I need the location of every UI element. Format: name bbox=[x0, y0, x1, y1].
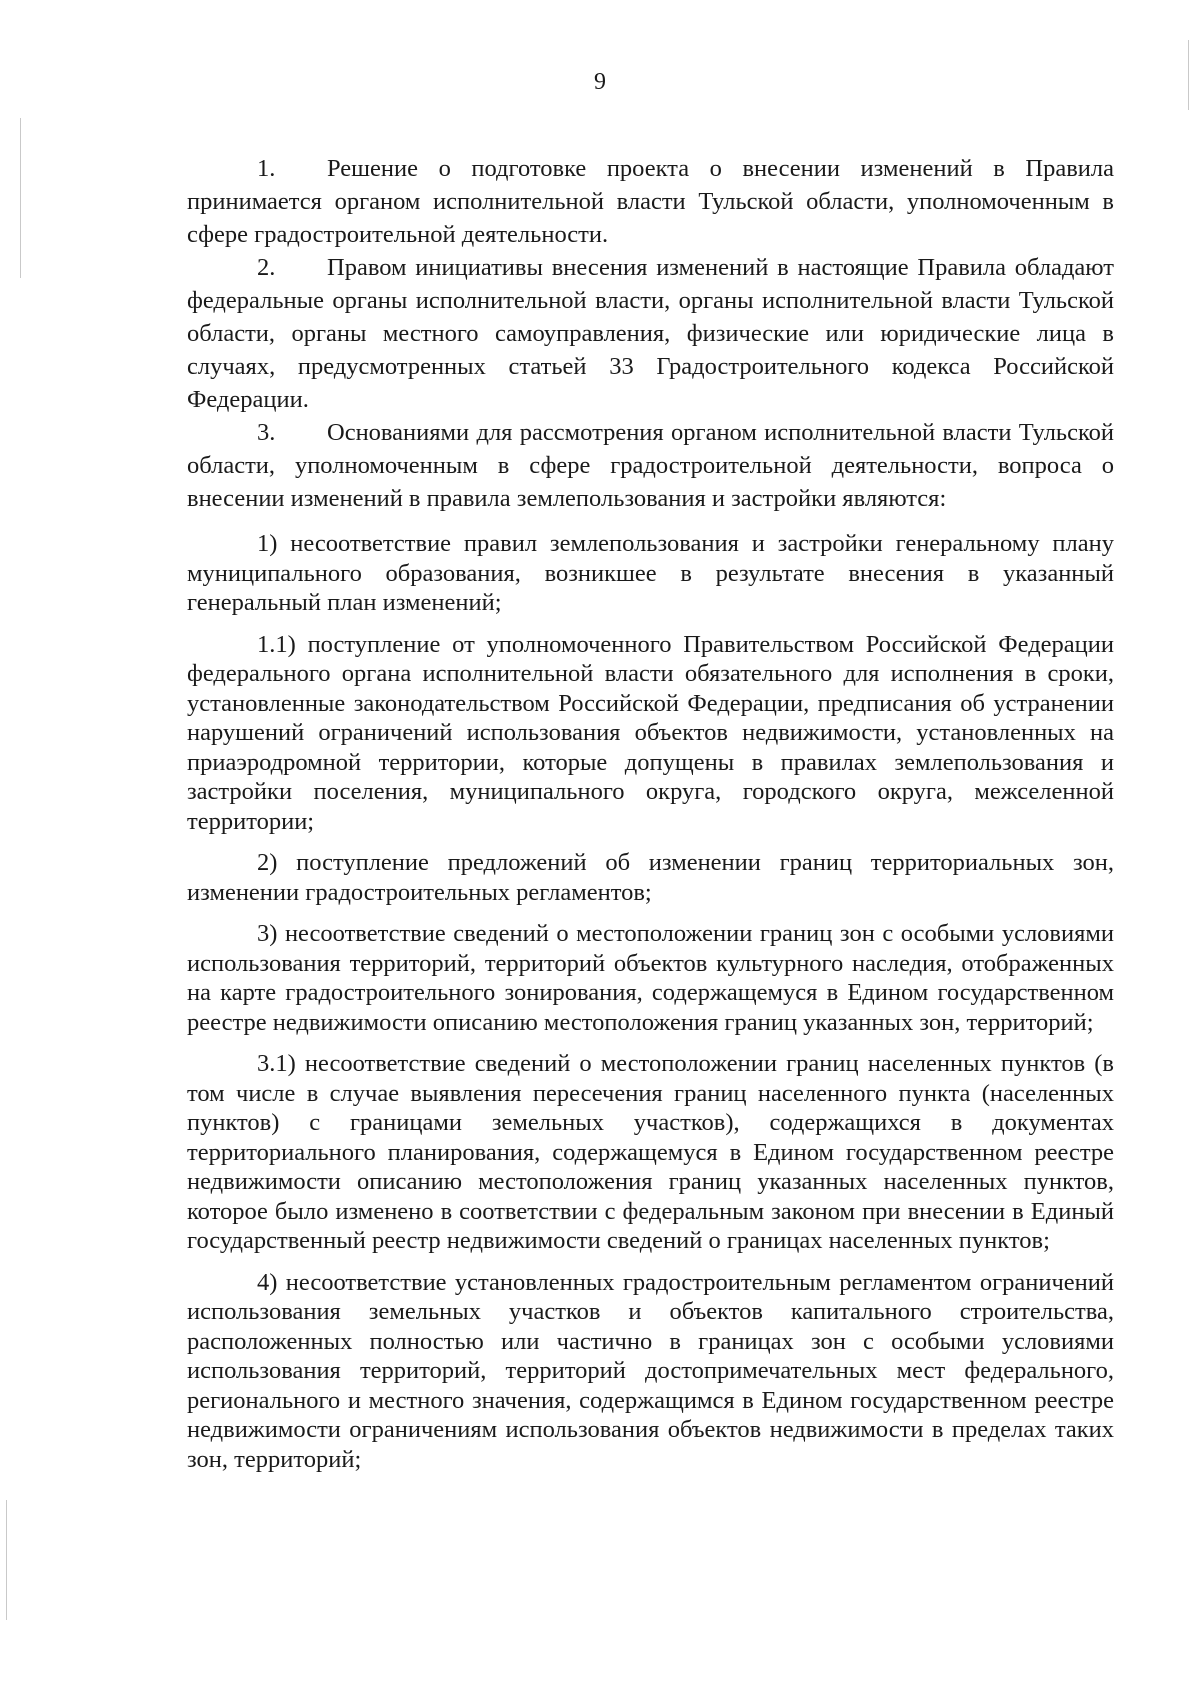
ground-item-4: 4) несоответствие установленных градостроительным регламентом ограничений использования земельных участков и объектов капитального строительства, расположенных полностью или частично в границах зон с особыми условиями использования территорий, территорий достопримечательных мест федерального, регионального и местного значения, содержащимся в Едином государственном реестре недвижимости ограничениям использования объектов недвижимости в пределах таких зон, территорий; bbox=[187, 1268, 1114, 1473]
ground-item-2: 2) поступление предложений об изменении границ территориальных зон, изменении градостроительных регламентов; bbox=[187, 849, 1114, 906]
item-number: 2. bbox=[257, 254, 276, 281]
ground-item-1: 1) несоответствие правил землепользования и застройки генеральному плану муниципального образования, возникшее в результате внесения в указанный генеральный план изменений; bbox=[187, 530, 1114, 616]
item-text: Решение о подготовке проекта о внесении изменений в Правила принимается органом исполнительной власти Тульской области, уполномоченным в сфере градостроительной деятельности. bbox=[187, 155, 1114, 248]
numbered-item-2 bbox=[187, 251, 1114, 416]
numbered-item-1 bbox=[187, 152, 1114, 251]
scan-artifact bbox=[6, 1500, 7, 1620]
ground-item-3-1: 3.1) несоответствие сведений о местоположении границ населенных пунктов (в том числе в случае выявления пересечения границ населенного пункта (населенных пунктов) с границами земельных участков), содержащихся в документах территориального планирования, содержащемуся в Едином государственном реестре недвижимости описанию местоположения границ указанных населенных пунктов, которое было изменено в соответствии с федеральным законом при внесении в Единый государственный реестр недвижимости сведений о границах населенных пунктов; bbox=[187, 1050, 1114, 1254]
document-body bbox=[187, 152, 1114, 1474]
item-text: Правом инициативы внесения изменений в настоящие Правила обладают федеральные органы исполнительной власти, органы исполнительной власти Тульской области, органы местного самоуправления, физические или юридические лица в случаях, предусмотренных статьей 33 Градостроительного кодекса Российской Федерации. bbox=[187, 254, 1114, 413]
item-number: 3. bbox=[257, 419, 276, 446]
item-number: 1. bbox=[257, 155, 276, 182]
page-number: 9 bbox=[594, 69, 606, 95]
item-text: Основаниями для рассмотрения органом исполнительной власти Тульской области, уполномоченным в сфере градостроительной деятельности, вопроса о внесении изменений в правила землепользования и застройки являются: bbox=[187, 419, 1114, 512]
numbered-item-3 bbox=[187, 416, 1114, 515]
ground-item-1-1: 1.1) поступление от уполномоченного Правительством Российской Федерации федерального органа исполнительной власти обязательного для исполнения в сроки, установленные законодательством Российской Федерации, предписания об устранении нарушений ограничений использования объектов недвижимости, установленных на приаэродромной территории, которые допущены в правилах землепользования и застройки поселения, муниципального округа, городского округа, межселенной территории; bbox=[187, 630, 1114, 835]
ground-item-3: 3) несоответствие сведений о местоположении границ зон с особыми условиями использования территорий, территорий объектов культурного наследия, отображенных на карте градостроительного зонирования, содержащемуся в Едином государственном реестре недвижимости описанию местоположения границ указанных зон, территорий; bbox=[187, 920, 1114, 1036]
scan-artifact bbox=[20, 118, 21, 278]
